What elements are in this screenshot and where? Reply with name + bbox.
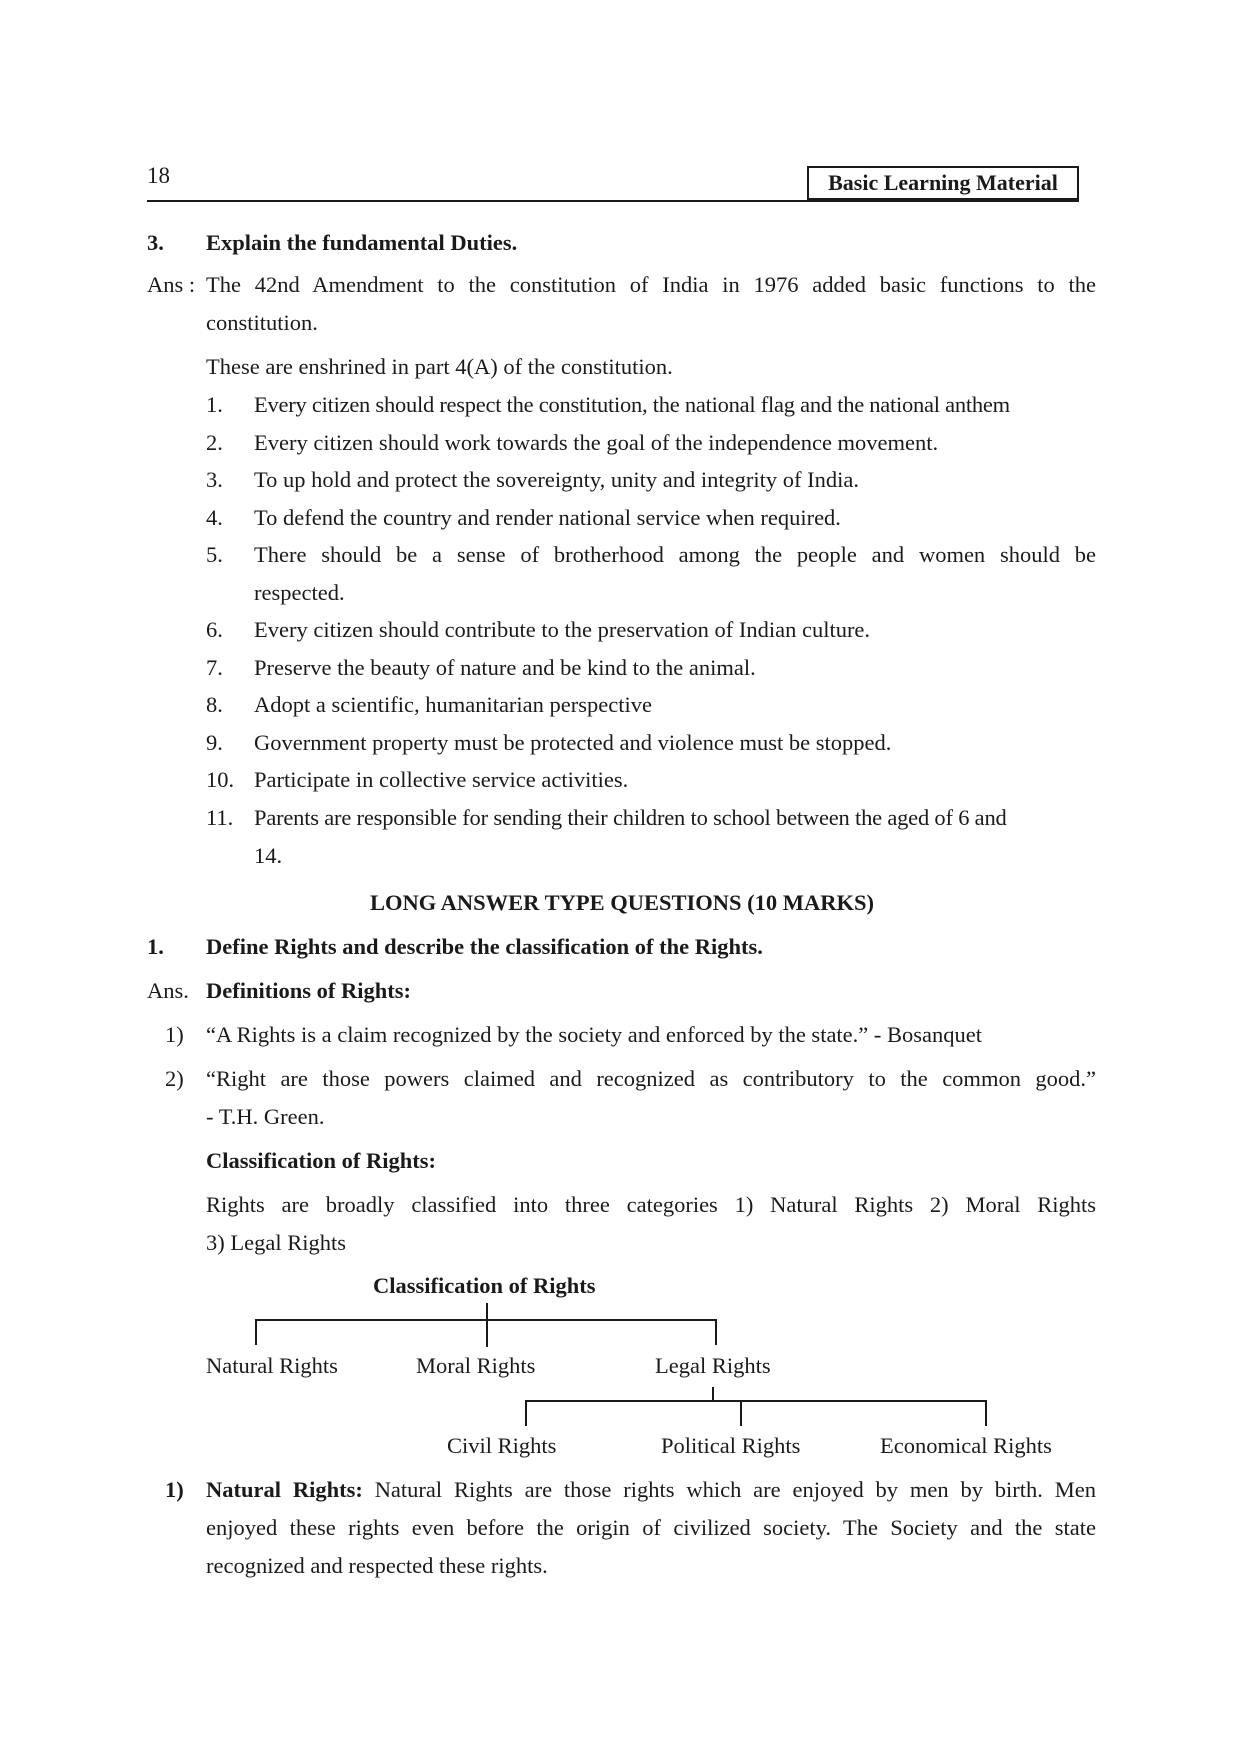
diagram-node-economical: Economical Rights: [880, 1433, 1052, 1458]
list-item-number: 1.: [206, 392, 223, 417]
definition-number: 1): [165, 1022, 184, 1047]
list-item-number: 2.: [206, 430, 223, 455]
header-rule: [147, 200, 1079, 202]
definitions-heading: Definitions of Rights:: [206, 978, 412, 1003]
diagram-connector: [715, 1319, 717, 1345]
diagram-node-natural: Natural Rights: [206, 1353, 338, 1378]
diagram-node-political: Political Rights: [661, 1433, 801, 1458]
diagram-connector: [525, 1400, 987, 1402]
list-item: Adopt a scientific, humanitarian perspective: [254, 692, 652, 717]
list-item-number: 7.: [206, 655, 223, 680]
definition-text: “A Rights is a claim recognized by the society and enforced by the state.” - Bosanquet: [206, 1022, 983, 1047]
question-text: Define Rights and describe the classification of the Rights.: [206, 934, 763, 959]
classification-text: 3) Legal Rights: [206, 1230, 346, 1255]
diagram-title: Classification of Rights: [373, 1273, 596, 1298]
diagram-node-civil: Civil Rights: [447, 1433, 557, 1458]
list-item: Preserve the beauty of nature and be kind to the animal.: [254, 655, 756, 680]
section-heading: LONG ANSWER TYPE QUESTIONS (10 MARKS): [369, 890, 875, 915]
definition-attribution: - T.H. Green.: [206, 1104, 325, 1129]
natural-rights-heading: Natural Rights:: [206, 1477, 363, 1502]
paragraph-number: 1): [165, 1477, 184, 1502]
answer-label: Ans.: [147, 978, 189, 1003]
definition-text: “Right are those powers claimed and recognized as contributory to the common good.”: [206, 1066, 1096, 1091]
list-item: Every citizen should respect the constitution, the national flag and the national anthem: [254, 392, 1010, 417]
list-item: Every citizen should contribute to the preservation of Indian culture.: [254, 617, 871, 642]
diagram-node-legal: Legal Rights: [655, 1353, 771, 1378]
enshrined-text: These are enshrined in part 4(A) of the constitution.: [206, 354, 673, 379]
list-item-continued: respected.: [254, 580, 345, 605]
list-item: Participate in collective service activities.: [254, 767, 629, 792]
list-item: To up hold and protect the sovereignty, unity and integrity of India.: [254, 467, 859, 492]
list-item: Parents are responsible for sending their children to school between the aged of 6 and: [254, 805, 1007, 830]
list-item: There should be a sense of brotherhood among the people and women should be: [254, 542, 1096, 567]
natural-rights-text: Natural Rights are those rights which are enjoyed by men by birth. Men: [374, 1477, 1096, 1502]
list-item-number: 8.: [206, 692, 223, 717]
list-item: Every citizen should work towards the goal of the independence movement.: [254, 430, 939, 455]
classification-text: Rights are broadly classified into three categories 1) Natural Rights 2) Moral Rights: [206, 1192, 1096, 1217]
diagram-connector: [486, 1303, 488, 1347]
list-item-number: 11.: [206, 805, 234, 830]
natural-rights-line: recognized and respected these rights.: [206, 1553, 548, 1578]
question-text: Explain the fundamental Duties.: [206, 230, 518, 255]
diagram-connector: [255, 1319, 257, 1345]
classification-heading: Classification of Rights:: [206, 1148, 436, 1173]
natural-rights-line: enjoyed these rights even before the origin of civilized society. The Society and the state: [206, 1515, 1096, 1540]
list-item-number: 4.: [206, 505, 223, 530]
list-item-number: 5.: [206, 542, 223, 567]
page-number: 18: [147, 163, 170, 188]
diagram-connector: [740, 1400, 742, 1426]
natural-rights-line: [206, 1471, 1096, 1509]
answer-intro-line: The 42nd Amendment to the constitution of India in 1976 added basic functions to the: [206, 272, 1096, 297]
answer-label: Ans :: [147, 272, 196, 297]
question-number: 1.: [147, 934, 164, 959]
list-item-number: 9.: [206, 730, 223, 755]
question-number: 3.: [147, 230, 164, 255]
diagram-node-moral: Moral Rights: [416, 1353, 536, 1378]
definition-number: 2): [165, 1066, 184, 1091]
list-item: To defend the country and render national service when required.: [254, 505, 841, 530]
diagram-connector: [255, 1319, 717, 1321]
diagram-connector: [712, 1387, 714, 1401]
diagram-connector: [525, 1400, 527, 1426]
list-item-number: 3.: [206, 467, 223, 492]
header-title-box: Basic Learning Material: [807, 166, 1079, 200]
list-item-continued: 14.: [254, 843, 283, 868]
answer-intro-line: constitution.: [206, 310, 318, 335]
list-item-number: 10.: [206, 767, 235, 792]
diagram-connector: [985, 1400, 987, 1426]
list-item: Government property must be protected and violence must be stopped.: [254, 730, 892, 755]
list-item-number: 6.: [206, 617, 223, 642]
